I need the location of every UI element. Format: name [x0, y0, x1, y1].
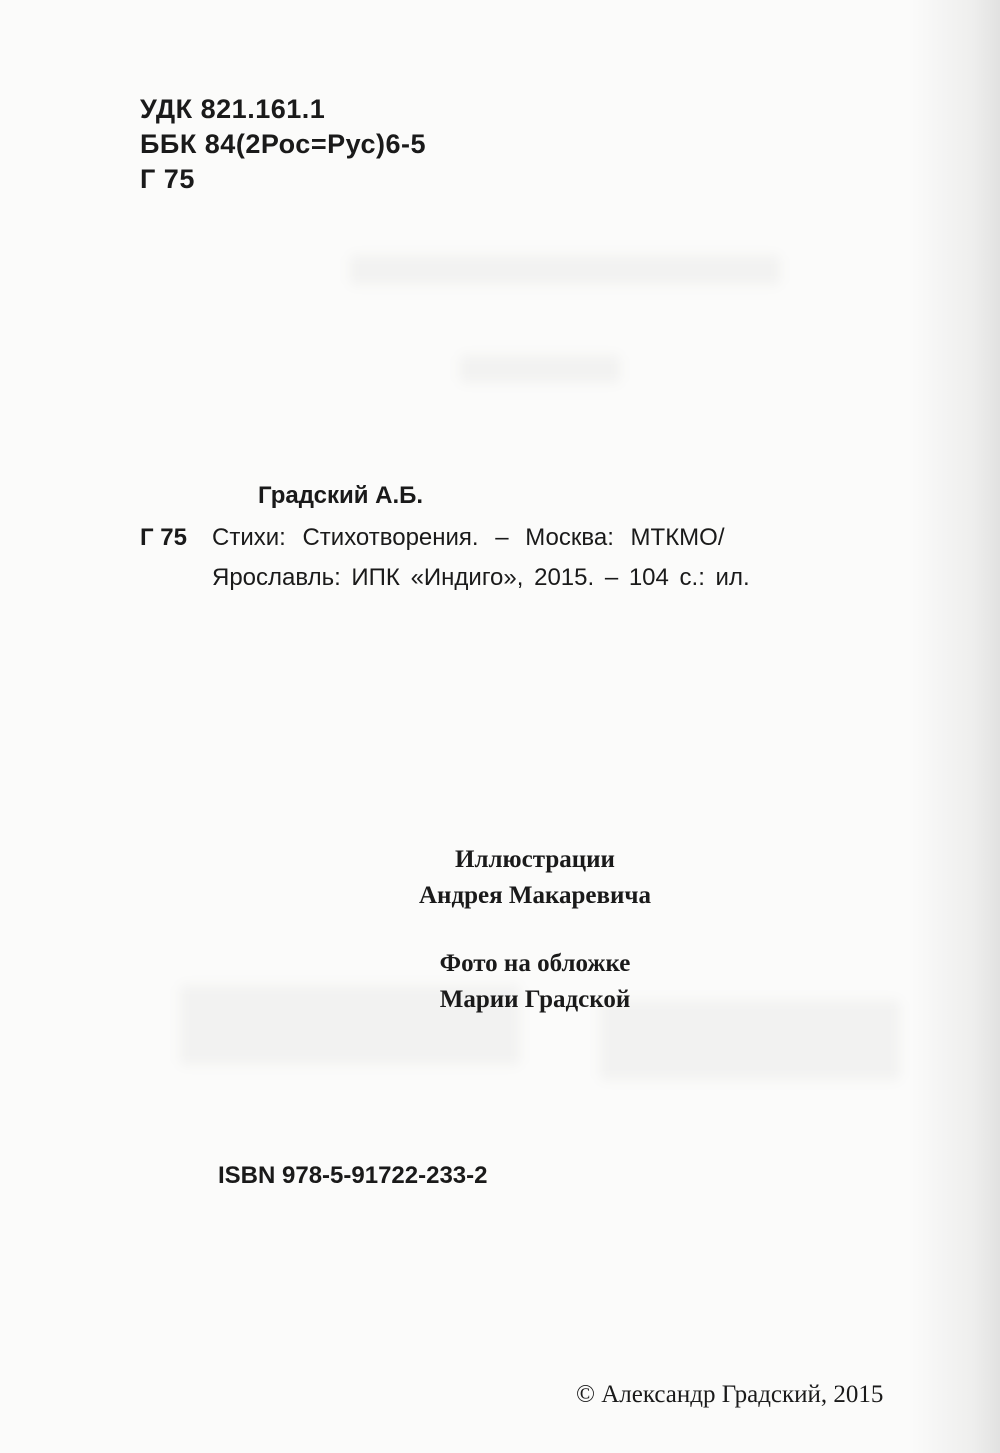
illustrations-label: Иллюстрации — [455, 846, 615, 873]
illustrator-name: Андрея Макаревича — [418, 882, 651, 909]
catalog-code: Г 75 — [140, 524, 187, 551]
show-through-smudge — [460, 355, 620, 383]
classification-codes — [140, 92, 426, 197]
photo-label: Фото на обложке — [439, 950, 631, 977]
catalog-author: Градский А.Б. — [258, 482, 424, 509]
page-edge-shadow — [910, 0, 1000, 1453]
bbk-code: ББК 84(2Рос=Рус)6-5 — [140, 129, 426, 159]
catalog-description-line: Ярославль: ИПК «Индиго», 2015. – 104 с.: ил. — [212, 564, 750, 591]
author-sign: Г 75 — [140, 164, 195, 194]
copyright-notice: © Александр Градский, 2015 — [576, 1381, 884, 1408]
photo-credit — [300, 946, 770, 1018]
photographer-name: Марии Градской — [439, 986, 631, 1013]
catalog-description-line: Стихи: Стихотворения. – Москва: МТКМО/ — [212, 524, 725, 551]
isbn: ISBN 978-5-91722-233-2 — [218, 1162, 488, 1189]
udk-code: УДК 821.161.1 — [140, 94, 326, 124]
show-through-smudge — [350, 255, 780, 285]
illustrations-credit — [300, 842, 770, 914]
